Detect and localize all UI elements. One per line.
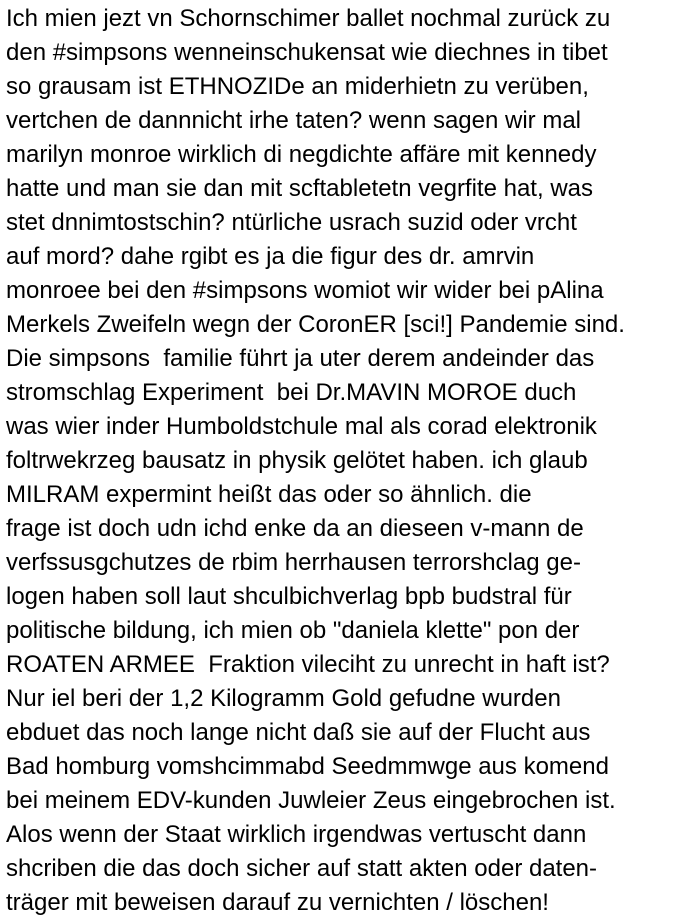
text-line: verfssusgchutzes de rbim herrhausen terrorshclag ge- <box>6 549 581 576</box>
text-line: ebduet das noch lange nicht daß sie auf der Flucht aus <box>6 719 591 746</box>
text-line: stet dnnimtostschin? ntürliche usrach suzid oder vrcht <box>6 209 577 236</box>
body-text <box>6 2 684 920</box>
text-line: frage ist doch udn ichd enke da an dieseen v-mann de <box>6 515 584 542</box>
text-line: was wier inder Humboldstchule mal als corad elektronik <box>6 413 597 440</box>
text-line: Ich mien jezt vn Schornschimer ballet nochmal zurück zu <box>6 5 611 32</box>
text-line: Nur iel beri der 1,2 Kilogramm Gold gefudne wurden <box>6 685 561 712</box>
text-line: so grausam ist ETHNOZIDe an miderhietn zu verüben, <box>6 73 589 100</box>
text-line: MILRAM expermint heißt das oder so ähnlich. die <box>6 481 532 508</box>
text-line: bei meinem EDV-kunden Juwleier Zeus eingebrochen ist. <box>6 787 616 814</box>
text-line: monroee bei den #simpsons womiot wir wider bei pAlina <box>6 277 604 304</box>
text-line: stromschlag Experiment bei Dr.MAVIN MOROE duch <box>6 379 577 406</box>
text-line: vertchen de dannnicht irhe taten? wenn sagen wir mal <box>6 107 582 134</box>
text-line: Alos wenn der Staat wirklich irgendwas vertuscht dann <box>6 821 587 848</box>
text-line: marilyn monroe wirklich di negdichte affäre mit kennedy <box>6 141 597 168</box>
text-line: foltrwekrzeg bausatz in physik gelötet haben. ich glaub <box>6 447 588 474</box>
text-line: shcriben die das doch sicher auf statt akten oder daten- <box>6 855 598 882</box>
text-line: auf mord? dahe rgibt es ja die figur des dr. amrvin <box>6 243 535 270</box>
text-line: Merkels Zweifeln wegn der CoronER [sci!] Pandemie sind. <box>6 311 625 338</box>
text-line: den #simpsons wenneinschukensat wie diechnes in tibet <box>6 39 608 66</box>
text-line: ROATEN ARMEE Fraktion vileciht zu unrecht in haft ist? <box>6 651 610 678</box>
text-line: hatte und man sie dan mit scftabletetn vegrfite hat, was <box>6 175 593 202</box>
text-line: logen haben soll laut shculbichverlag bpb budstral für <box>6 583 572 610</box>
text-line: träger mit beweisen darauf zu vernichten / löschen! <box>6 889 549 916</box>
text-line: Die simpsons familie führt ja uter derem andeinder das <box>6 345 595 372</box>
text-line: Bad homburg vomshcimmabd Seedmmwge aus komend <box>6 753 609 780</box>
text-line: politische bildung, ich mien ob "daniela klette" pon der <box>6 617 580 644</box>
